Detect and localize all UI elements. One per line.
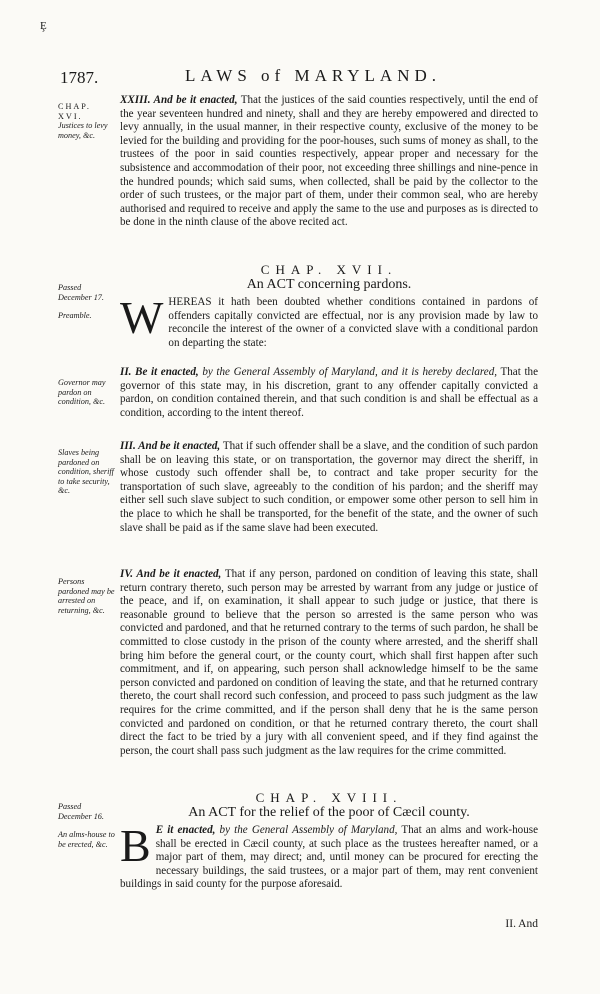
margin-note-passed-17: Passed December 17. [58, 283, 104, 302]
section-4-lead: IV. And be it enacted, [120, 568, 222, 580]
section-4 [120, 568, 538, 758]
section-23-lead: XXIII. And be it enacted, [120, 94, 238, 106]
margin-note-passed-16: Passed December 16. [58, 802, 104, 821]
margin-chap16-label: CHAP. XVI. [58, 102, 91, 121]
dropcap-w: W [120, 292, 164, 343]
dropcap-b: B [120, 820, 151, 871]
chap-17-act-title: An ACT concerning pardons. [246, 277, 412, 292]
preamble-text: HEREAS it hath been doubted whether conditions contained in pardons of offenders capitally convicted are effectual, nor is any provision made by law to reconcile the interest of the owner of a convicted slave with a conditional pardon on departing the state: [168, 296, 538, 349]
chap-18-act-title: An ACT for the relief of the poor of Cæcil county. [188, 805, 470, 820]
chap-18-lead: E it enacted, [155, 824, 216, 836]
section-2-enacting-clause: by the General Assembly of Maryland, and it is hereby declared, [202, 366, 498, 378]
chap-18-heading: CHAP. XVIII. [255, 790, 403, 805]
chap-18-enacting-clause: by the General Assembly of Maryland, [219, 824, 398, 836]
margin-chap16-note: Justices to levy money, &c. [58, 121, 108, 140]
section-2-text: That the governor of this state may, in his discretion, grant to any offender capitally convicted a pardon, on condition contained therein, and that such condition is and shall be effectual as a condition, according to the intent thereof. [120, 366, 538, 419]
section-4-text: That if any person, pardoned on condition of leaving this state, shall return contrary thereto, such person may be arrested by warrant from any judge or justice of the peace, and if, on examination, it shall appear to such judge or justice, that there is reasonable ground to believe that the person so arrested is the same person who was convicted and pardoned, and that he returned contrary to the terms of such pardon, he shall be committed to close custody in the prison of the county where arrested, and the sheriff shall bring him before the general court, or the county court, which shall first happen after such commitment, and if, on appearing, such person shall acknowledge himself to be the same person convicted and pardoned on condition of leaving the state, and that he returned contrary thereto, the court shall record such confession, and proceed to pass such judgment as the law requires for the crime committed, and if the person shall deny that he is the same person convicted and pardoned on condition, or that he returned contrary thereto, the court shall direct the fact to be tried by a jury with all convenient speed, and if they find against the person, the court shall pass such judgment as the law requires for the crime committed. [120, 568, 539, 757]
page-year: 1787. [60, 68, 99, 87]
section-2 [120, 366, 538, 420]
margin-note-slaves: Slaves being pardoned on condition, sheriff to take security, &c. [58, 448, 114, 496]
section-23-text: That the justices of the said counties respectively, until the end of the year seventeen hundred and ninety, shall and they are hereby empowered and directed to levy annually, in the usual manner, in their respective county, exclusive of the money to be levied for the building and providing for the poor-houses, such sums of money as shall, to the trustees of the poor in said counties respectively, appear proper and necessary for the subsistence and accommodation of their poor, not exceeding three shillings and nine-pence in the hundred pounds; which said sums, when collected, shall be paid by the collector to the order of such trustees, or the major part of them, under their common seal, who are hereby authorised and required to receive and apply the same to the use and purposes as is directed to be done in the ninth clause of the above recited act. [120, 94, 538, 229]
chap-17-heading: CHAP. XVII. [260, 262, 398, 277]
chap-17-preamble [120, 292, 538, 350]
chap-18-text: That an alms and work-house shall be erected in Cæcil county, at such place as the trustees hereafter named, or a major part of them, may direct; and, until money can be procured for erecting the necessary buildings, the said trustees, or a major part of them, may rent convenient buildings in said county for the purpose aforesaid. [120, 824, 538, 891]
catchword: II. And [505, 918, 538, 930]
margin-note-governor: Governor may pardon on condition, &c. [58, 378, 106, 407]
section-2-lead: II. Be it enacted, [120, 366, 199, 378]
section-3-text: That if such offender shall be a slave, and the condition of such pardon shall be on leaving this state, or on transportation, the governor may direct the sheriff, in whose custody such offender shall be, to contract and take proper security for the transportation of such slave, agreeably to the condition of his pardon; and the sheriff may either sell such slave subject to such condition, or empower some other person to sell him in the place to which he shall be transported, for the benefit of the state, and the owner of such slave shall be paid as if the same slave had been executed. [120, 440, 539, 534]
margin-note-almshouse: An alms-house to be erected, &c. [58, 830, 115, 849]
section-3 [120, 440, 538, 535]
section-23 [120, 94, 538, 230]
page-mark: Ȩ [40, 20, 47, 32]
margin-note-persons: Persons pardoned may be arrested on returning, &c. [58, 577, 115, 615]
chap-18-section-1 [120, 820, 538, 892]
section-3-lead: III. And be it enacted, [120, 440, 221, 452]
running-header: LAWS of MARYLAND. [185, 66, 441, 85]
margin-note-preamble: Preamble. [58, 311, 92, 320]
margin-note-chap16 [58, 102, 116, 140]
